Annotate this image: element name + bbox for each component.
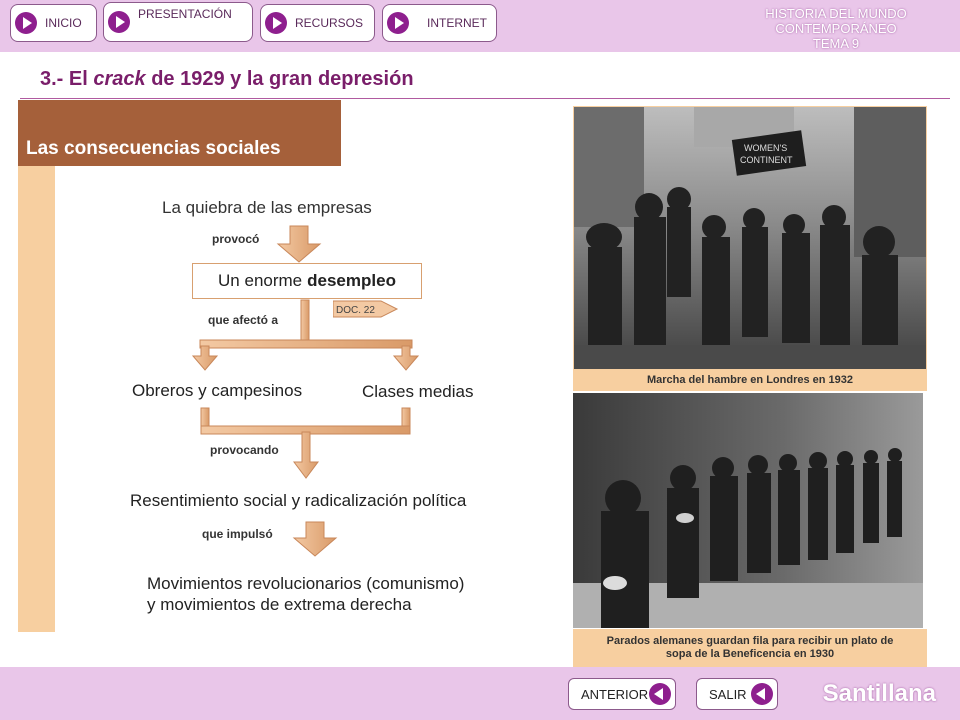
doc-22-label: DOC. 22: [336, 305, 375, 316]
page-title-prefix: 3.- El: [40, 68, 94, 90]
section-title: Las consecuencias sociales: [26, 138, 281, 159]
desempleo-box: [192, 263, 422, 299]
bottom-nav-bar: [0, 667, 960, 720]
soup-line-photo: [573, 393, 923, 628]
down-arrow-right-1: [394, 346, 418, 370]
hunger-march-image: [574, 107, 926, 369]
internet-label: INTERNET: [427, 16, 487, 30]
provocando-label: provocando: [210, 443, 279, 457]
down-arrow-3: [294, 522, 336, 556]
connector-stem-1: [301, 300, 309, 342]
provoco-label: provocó: [212, 232, 260, 246]
course-title-line2: TEMA 9: [812, 36, 860, 51]
movimientos-text: [147, 573, 464, 615]
back-arrow-icon: [649, 683, 671, 705]
down-arrow-left-1: [193, 346, 217, 370]
inicio-label: INICIO: [45, 16, 82, 30]
desempleo-bold: desempleo: [307, 271, 396, 290]
desempleo-prefix: Un enorme: [218, 271, 303, 290]
resentimiento-text: Resentimiento social y radicalización política: [130, 491, 467, 510]
soup-line-image: [573, 393, 923, 628]
march-banner-line2: CONTINENT: [740, 155, 793, 165]
page-title-suffix: de 1929 y la gran depresión: [145, 68, 414, 90]
soup-line-caption-line1: Parados alemanes guardan fila para recibir un plato de: [606, 635, 894, 647]
march-banner-line1: WOMEN'S: [744, 143, 788, 153]
soup-line-caption-line2: sopa de la Beneficencia en 1930: [665, 648, 835, 660]
hunger-march-photo: [573, 106, 927, 370]
soup-line-caption: [573, 629, 927, 667]
obreros-text: Obreros y campesinos: [132, 381, 303, 400]
hunger-march-caption: Marcha del hambre en Londres en 1932: [573, 369, 927, 391]
back-arrow-icon: [751, 683, 773, 705]
doc-22-link[interactable]: [333, 300, 399, 318]
down-arrow-1: [278, 226, 320, 262]
page-title-italic: crack: [93, 68, 146, 90]
clases-medias-text: Clases medias: [362, 382, 474, 401]
down-arrow-2: [294, 432, 318, 478]
santillana-logo: Santillana: [822, 680, 936, 707]
que-impulso-label: que impulsó: [202, 527, 273, 541]
course-title-line1: HISTORIA DEL MUNDO CONTEMPORÁNEO: [765, 6, 907, 36]
recursos-label: RECURSOS: [295, 16, 364, 30]
que-afecto-label: que afectó a: [208, 313, 279, 327]
salir-button[interactable]: [696, 678, 778, 710]
connector-bar-1: [200, 340, 412, 348]
quiebra-text: La quiebra de las empresas: [162, 198, 372, 217]
movimientos-line2: y movimientos de extrema derecha: [147, 595, 412, 614]
anterior-label: ANTERIOR: [581, 686, 649, 702]
presentacion-label: PRESENTACIÓN: [138, 7, 232, 21]
anterior-button[interactable]: [568, 678, 676, 710]
movimientos-line1: Movimientos revolucionarios (comunismo): [147, 574, 465, 593]
salir-label: SALIR: [709, 686, 747, 702]
